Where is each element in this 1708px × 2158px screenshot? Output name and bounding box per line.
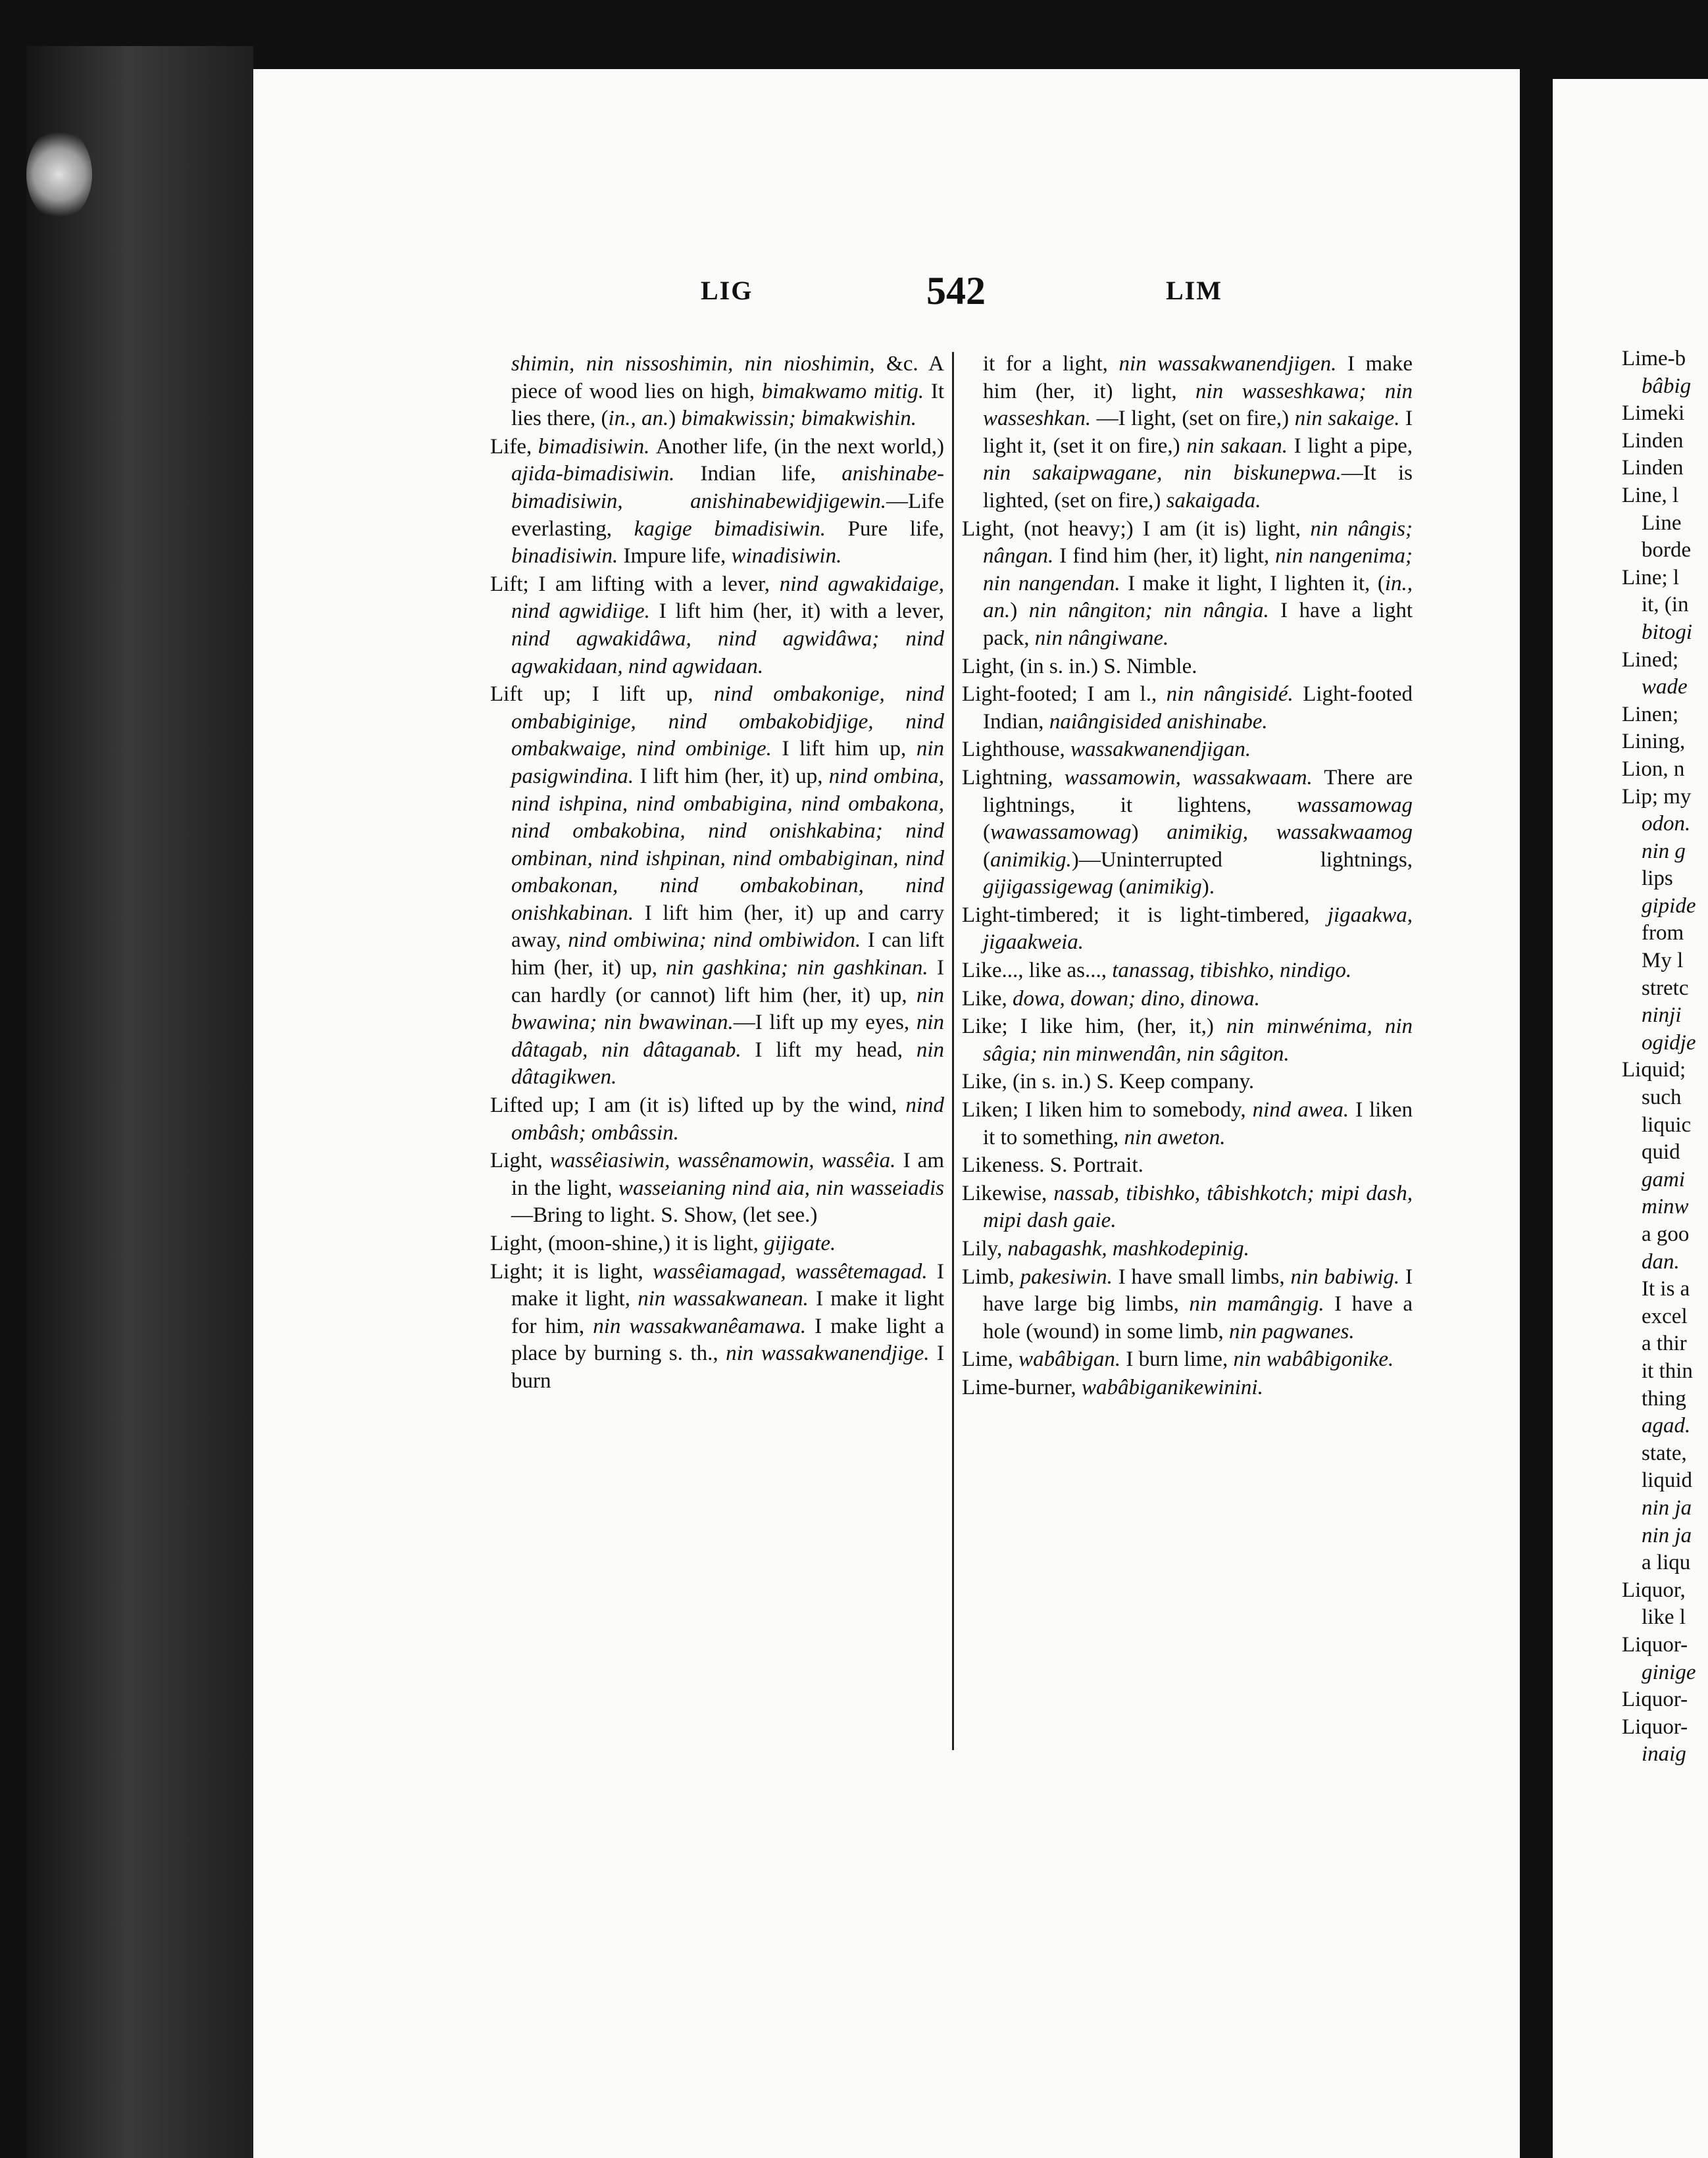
dictionary-entry bbox=[490, 1259, 944, 1395]
english-text: I lift him (her, it) up, bbox=[640, 764, 829, 788]
english-text: Lifted up; I am (it is) lifted up by the wind, bbox=[490, 1093, 906, 1118]
english-text: Liken; I liken him to somebody, bbox=[962, 1098, 1253, 1122]
facing-page-line: Liquid; bbox=[1622, 1058, 1686, 1082]
facing-page-line: Linden bbox=[1622, 456, 1684, 480]
ojibwe-text: nin sakaipwagane, nin biskunepwa. bbox=[983, 461, 1342, 486]
ojibwe-text: nin wassakwanêamawa. bbox=[593, 1314, 815, 1338]
dictionary-entry bbox=[490, 351, 944, 433]
facing-page-line: agad. bbox=[1642, 1414, 1691, 1438]
facing-page-line: Liquor- bbox=[1622, 1688, 1688, 1712]
dictionary-entry bbox=[490, 1230, 944, 1258]
facing-page-line: Liquor- bbox=[1622, 1632, 1688, 1657]
english-text: Light, (moon-shine,) it is light, bbox=[490, 1232, 765, 1255]
dictionary-entry bbox=[962, 1097, 1413, 1151]
facing-page-line: a thir bbox=[1642, 1332, 1687, 1356]
english-text: Light-timbered; it is light-timbered, bbox=[962, 903, 1328, 927]
facing-page-line: borde bbox=[1642, 538, 1692, 563]
ojibwe-text: wabâbiganikewinini. bbox=[1081, 1375, 1263, 1399]
facing-page-line: Limeki bbox=[1622, 401, 1685, 426]
english-text: I find him (her, it) light, bbox=[1059, 544, 1276, 568]
dictionary-entry bbox=[962, 1152, 1413, 1180]
facing-page-line: It is a bbox=[1642, 1277, 1690, 1301]
english-text: I make light a place by burning s. th., bbox=[511, 1314, 944, 1366]
english-text: I have a light pack, bbox=[983, 599, 1413, 650]
dictionary-entry bbox=[490, 434, 944, 570]
ojibwe-text: wassamowin, wassakwaam. bbox=[1064, 765, 1324, 790]
english-text: ( bbox=[983, 820, 990, 845]
dictionary-entry bbox=[490, 571, 944, 680]
ojibwe-text: nin wassakwanendjigen. bbox=[1118, 352, 1347, 376]
english-text: I make it light, I lighten it, ( bbox=[1128, 571, 1385, 595]
facing-page-line: nin ja bbox=[1642, 1495, 1692, 1520]
english-text: Light, bbox=[490, 1149, 550, 1173]
running-head-right: LIM bbox=[1166, 276, 1222, 305]
ojibwe-text: nassab, tibishko, tâbishkotch; mipi dash, mipi dash gaie. bbox=[983, 1181, 1413, 1233]
ojibwe-text: kagige bimadisiwin. bbox=[634, 516, 848, 541]
dictionary-column-right bbox=[962, 351, 1413, 1759]
english-text: I lift him (her, it) with a lever, bbox=[659, 599, 944, 624]
facing-page-column bbox=[1622, 345, 1708, 1767]
english-text: —Bring to light. S. Show, (let see.) bbox=[511, 1203, 818, 1228]
ojibwe-text: tanassag, tibishko, nindigo. bbox=[1112, 959, 1352, 983]
english-text: it for a light, bbox=[983, 352, 1119, 376]
english-text: Lime-burner, bbox=[962, 1375, 1082, 1399]
facing-page-line: Line; l bbox=[1622, 565, 1680, 590]
english-text: ( bbox=[1113, 875, 1126, 899]
dictionary-entry bbox=[962, 986, 1413, 1013]
english-text: Lightning, bbox=[962, 765, 1065, 790]
ojibwe-text: wawassamowag bbox=[990, 820, 1132, 845]
english-text: I lift him (her, it) up and carry away, bbox=[511, 901, 945, 953]
english-text: Impure life, bbox=[623, 544, 732, 568]
ojibwe-text: nind ombakonige, nind ombabiginige, nind ombakobidjige, nind ombakwaige, nind ombinige. bbox=[511, 682, 944, 761]
ojibwe-text: nin wassakwanendjige. bbox=[726, 1342, 937, 1366]
ojibwe-text: nin nângiton; nin nângia. bbox=[1028, 599, 1281, 623]
ojibwe-text: nind agwakidaige, nind agwidiige. bbox=[511, 572, 944, 624]
english-text: Light-footed; I am l., bbox=[962, 682, 1167, 707]
ojibwe-text: dowa, dowan; dino, dinowa. bbox=[1012, 986, 1260, 1011]
dictionary-entry bbox=[962, 902, 1413, 957]
english-text: I light a pipe, bbox=[1294, 434, 1413, 458]
ojibwe-text: nin sakaan. bbox=[1186, 434, 1294, 458]
ojibwe-text: nin aweton. bbox=[1124, 1125, 1226, 1149]
english-text: Light; it is light, bbox=[490, 1259, 653, 1284]
english-text: I have large big limbs, bbox=[983, 1265, 1413, 1317]
english-text: Like; I like him, (her, it,) bbox=[962, 1015, 1227, 1039]
facing-page-line: Lime-b bbox=[1622, 347, 1686, 370]
dictionary-entry bbox=[962, 516, 1413, 653]
facing-page-line: odon. bbox=[1642, 812, 1691, 836]
ojibwe-text: nin sakaige. bbox=[1294, 407, 1405, 431]
ojibwe-text: gijigassigewag bbox=[983, 875, 1114, 899]
dictionary-entry bbox=[962, 1264, 1413, 1346]
ojibwe-text: nin wasseshkawa; nin wasseshkan. bbox=[983, 379, 1413, 431]
facing-page-line: bitogi bbox=[1642, 620, 1693, 644]
ojibwe-text: bimakwamo mitig. bbox=[761, 379, 931, 403]
facing-page-line: nin g bbox=[1642, 839, 1686, 863]
english-text: Lime, bbox=[962, 1347, 1019, 1372]
facing-page-line: Lip; my bbox=[1622, 784, 1692, 809]
ojibwe-text: in., an. bbox=[608, 407, 669, 431]
ojibwe-text: anishinabe-bimadisiwin, anishinabewidjigewin. bbox=[511, 462, 945, 513]
facing-page-line: liquid bbox=[1642, 1468, 1693, 1493]
dictionary-entry bbox=[962, 765, 1413, 901]
facing-page-line: Line bbox=[1642, 511, 1682, 535]
ojibwe-text: in., an. bbox=[983, 571, 1413, 623]
facing-page-line: like l bbox=[1642, 1605, 1686, 1630]
ojibwe-text: nin nangenima; nin nangendan. bbox=[983, 544, 1413, 595]
facing-page-line: quid bbox=[1642, 1140, 1680, 1165]
ojibwe-text: nind awea. bbox=[1252, 1098, 1356, 1122]
dictionary-entry bbox=[490, 681, 944, 1092]
english-text: —I light, (set on fire,) bbox=[1091, 407, 1295, 431]
english-text: I make it light for him, bbox=[511, 1287, 945, 1338]
english-text: I light it, (set it on fire,) bbox=[983, 407, 1413, 458]
facing-page-line: Lion, n bbox=[1622, 757, 1685, 781]
ojibwe-text: bimadisiwin. bbox=[538, 434, 656, 459]
facing-page-line: minw bbox=[1642, 1195, 1689, 1219]
english-text: I have small limbs, bbox=[1118, 1265, 1291, 1289]
english-text: Pure life, bbox=[847, 516, 945, 541]
english-text: I have a hole (wound) in some limb, bbox=[983, 1292, 1413, 1343]
english-text: Indian life, bbox=[700, 462, 842, 486]
ojibwe-text: wassêiamagad, wassêtemagad. bbox=[653, 1259, 937, 1284]
dictionary-entry bbox=[962, 351, 1413, 515]
ojibwe-text: nin mamângig. bbox=[1189, 1292, 1335, 1317]
english-text: Lighthouse, bbox=[962, 738, 1070, 762]
english-text: Likewise, bbox=[962, 1181, 1054, 1205]
ojibwe-text: ajida-bimadisiwin. bbox=[511, 462, 701, 486]
facing-page-line: thing bbox=[1642, 1386, 1686, 1411]
ojibwe-text: nabagashk, mashkodepinig. bbox=[1007, 1237, 1249, 1261]
english-text: Limb, bbox=[962, 1265, 1020, 1289]
ojibwe-text: nin nângis; nângan. bbox=[983, 516, 1413, 568]
english-text: I make it light, bbox=[511, 1259, 944, 1311]
english-text: &c. A piece of wood lies on high, bbox=[511, 352, 945, 403]
english-text: ). bbox=[1201, 875, 1215, 899]
facing-page-line: such bbox=[1642, 1086, 1682, 1110]
ojibwe-text: jigaakwa, jigaakweia. bbox=[983, 903, 1413, 955]
ojibwe-text: nind ombâsh; ombâssin. bbox=[511, 1093, 944, 1145]
english-text: —Life everlasting, bbox=[511, 489, 944, 541]
ojibwe-text: nin gashkina; nin gashkinan. bbox=[666, 956, 937, 980]
book-binding bbox=[26, 46, 253, 2158]
english-text: I liken it to something, bbox=[983, 1098, 1413, 1149]
english-text: Light, (not heavy;) I am (it is) light, bbox=[962, 516, 1311, 541]
facing-page-line: wade bbox=[1642, 675, 1688, 699]
facing-page-line: gipide bbox=[1642, 893, 1696, 918]
dictionary-entry bbox=[490, 1147, 944, 1230]
facing-page-line: ogidje bbox=[1642, 1030, 1696, 1055]
english-text: Like, bbox=[962, 986, 1013, 1011]
ojibwe-text: nind ombina, nind ishpina, nind ombabigina, nind ombakona, nind ombakobina, nind onishkabina; nind ombinan, nind ishpinan, nind ombabiginan, nind ombakonan, nind ombakobinan, nind onishkabinan. bbox=[511, 764, 945, 925]
facing-page-line: Lining, bbox=[1622, 730, 1686, 754]
dictionary-entry bbox=[490, 1092, 944, 1147]
facing-page-line: Liquor, bbox=[1622, 1578, 1686, 1602]
english-text: I lift him up, bbox=[782, 737, 917, 761]
english-text: There are lightnings, it lightens, bbox=[983, 765, 1413, 817]
facing-page-line: it thin bbox=[1642, 1359, 1693, 1383]
dictionary-entry bbox=[962, 1236, 1413, 1263]
facing-page-line: Lined; bbox=[1622, 647, 1679, 672]
dictionary-entry bbox=[962, 1346, 1413, 1374]
facing-page-line: lips bbox=[1642, 866, 1673, 891]
ojibwe-text: shimin, nin nissoshimin, nin nioshimin, bbox=[511, 352, 887, 376]
facing-page-line: Linden bbox=[1622, 428, 1684, 453]
ojibwe-text: nin minwénima, nin sâgia; nin minwendân, nin sâgiton. bbox=[983, 1015, 1413, 1066]
ojibwe-text: nin dâtagikwen. bbox=[511, 1038, 944, 1090]
facing-page-line: inaig bbox=[1642, 1742, 1686, 1767]
english-text: —It is lighted, (set on fire,) bbox=[983, 461, 1413, 513]
facing-page-line: ginige bbox=[1642, 1660, 1696, 1684]
page-number: 542 bbox=[926, 269, 986, 313]
ojibwe-text: naiângisided anishinabe. bbox=[1049, 709, 1268, 734]
ojibwe-text: nin wassakwanean. bbox=[638, 1287, 816, 1311]
facing-page-line: liquic bbox=[1642, 1113, 1692, 1137]
facing-page-line: from bbox=[1642, 921, 1684, 945]
ojibwe-text: wassakwanendjigan. bbox=[1070, 738, 1251, 762]
dictionary-entry bbox=[962, 653, 1413, 681]
facing-page-line: gami bbox=[1642, 1167, 1685, 1192]
facing-page-line: dan. bbox=[1642, 1249, 1680, 1274]
dictionary-entry bbox=[962, 1013, 1413, 1068]
ojibwe-text: nin nângisidé. bbox=[1166, 682, 1303, 707]
english-text: Likeness. S. Portrait. bbox=[962, 1153, 1143, 1178]
dictionary-entry bbox=[962, 1068, 1413, 1096]
facing-page-line: My l bbox=[1642, 949, 1684, 973]
ojibwe-text: nin dâtagab, nin dâtaganab. bbox=[511, 1011, 944, 1062]
ojibwe-text: wabâbigan. bbox=[1018, 1347, 1126, 1372]
english-text: Light-footed Indian, bbox=[983, 682, 1413, 734]
english-text: Lift; I am lifting with a lever, bbox=[490, 572, 780, 596]
english-text: Like, (in s. in.) S. Keep company. bbox=[962, 1070, 1255, 1094]
facing-page-line: state, bbox=[1642, 1441, 1687, 1465]
english-text: I make him (her, it) light, bbox=[983, 352, 1413, 403]
english-text: I can lift him (her, it) up, bbox=[511, 928, 945, 980]
ojibwe-text: sakaigada. bbox=[1166, 488, 1261, 513]
english-text: I burn lime, bbox=[1126, 1347, 1234, 1372]
english-text: Lift up; I lift up, bbox=[490, 682, 715, 707]
english-text: Lily, bbox=[962, 1237, 1008, 1261]
facing-page-line: bâbig bbox=[1642, 374, 1692, 398]
facing-page-line: Line, l bbox=[1622, 483, 1679, 507]
ojibwe-text: pakesiwin. bbox=[1020, 1265, 1118, 1289]
ojibwe-text: binadisiwin. bbox=[511, 544, 624, 568]
dictionary-column-left bbox=[490, 351, 944, 1759]
ojibwe-text: nin pasigwindina. bbox=[511, 737, 944, 788]
ojibwe-text: wassamowag bbox=[1296, 793, 1413, 817]
ojibwe-text: nind agwakidâwa, nind agwidâwa; nind agwakidaan, nind agwidaan. bbox=[511, 626, 944, 678]
ojibwe-text: nin wabâbigonike. bbox=[1233, 1347, 1394, 1372]
facing-page-line: a goo bbox=[1642, 1222, 1690, 1246]
english-text: I can hardly (or cannot) lift him (her, it) up, bbox=[511, 956, 944, 1007]
english-text: ) bbox=[668, 407, 682, 431]
english-text: ) bbox=[1131, 820, 1167, 845]
dictionary-entry bbox=[962, 681, 1413, 736]
english-text: I burn bbox=[511, 1342, 944, 1393]
binding-stain bbox=[26, 128, 92, 220]
english-text: )—Uninterrupted lightnings, bbox=[1071, 847, 1413, 872]
facing-page-line: ninji bbox=[1642, 1003, 1682, 1028]
ojibwe-text: animikig bbox=[1126, 875, 1202, 899]
facing-page-line: stretc bbox=[1642, 976, 1689, 1000]
facing-page-line: Linen; bbox=[1622, 702, 1679, 726]
english-text: ) bbox=[1010, 599, 1029, 623]
english-text: Another life, (in the next world,) bbox=[655, 434, 944, 459]
running-head-left: LIG bbox=[701, 276, 753, 305]
ojibwe-text: nin babiwig. bbox=[1290, 1265, 1405, 1289]
ojibwe-text: gijigate. bbox=[764, 1232, 836, 1255]
english-text: Like..., like as..., bbox=[962, 959, 1113, 983]
english-text: Light, (in s. in.) S. Nimble. bbox=[962, 654, 1197, 678]
ojibwe-text: nin nângiwane. bbox=[1034, 626, 1169, 650]
dictionary-entry bbox=[962, 957, 1413, 985]
english-text: —I lift up my eyes, bbox=[733, 1011, 917, 1035]
ojibwe-text: bimakwissin; bimakwishin. bbox=[681, 407, 917, 431]
facing-page-line: it, (in bbox=[1642, 593, 1689, 617]
english-text: Life, bbox=[490, 434, 538, 459]
english-text: I lift my head, bbox=[755, 1038, 917, 1062]
dictionary-entry bbox=[962, 1180, 1413, 1235]
ojibwe-text: animikig, wassakwaamog bbox=[1167, 820, 1413, 845]
ojibwe-text: winadisiwin. bbox=[731, 544, 842, 568]
ojibwe-text: nind ombiwina; nind ombiwidon. bbox=[568, 928, 868, 953]
ojibwe-text: wasseianing nind aia, nin wasseiadis bbox=[618, 1176, 944, 1200]
ojibwe-text: nin pagwanes. bbox=[1228, 1319, 1355, 1343]
facing-page-line: a liqu bbox=[1642, 1551, 1691, 1575]
english-text: I am in the light, bbox=[511, 1149, 944, 1200]
facing-page-line: nin ja bbox=[1642, 1523, 1692, 1547]
facing-page-line: excel bbox=[1642, 1304, 1688, 1328]
ojibwe-text: wassêiasiwin, wassênamowin, wassêia. bbox=[549, 1149, 903, 1173]
dictionary-entry bbox=[962, 736, 1413, 764]
ojibwe-text: animikig. bbox=[990, 847, 1072, 872]
ojibwe-text: nin bwawina; nin bwawinan. bbox=[511, 983, 944, 1035]
english-text: It lies there, ( bbox=[511, 379, 944, 431]
english-text: ( bbox=[983, 847, 990, 872]
column-divider bbox=[952, 352, 954, 1750]
dictionary-entry bbox=[962, 1374, 1413, 1402]
facing-page-line: Liquor- bbox=[1622, 1715, 1688, 1739]
